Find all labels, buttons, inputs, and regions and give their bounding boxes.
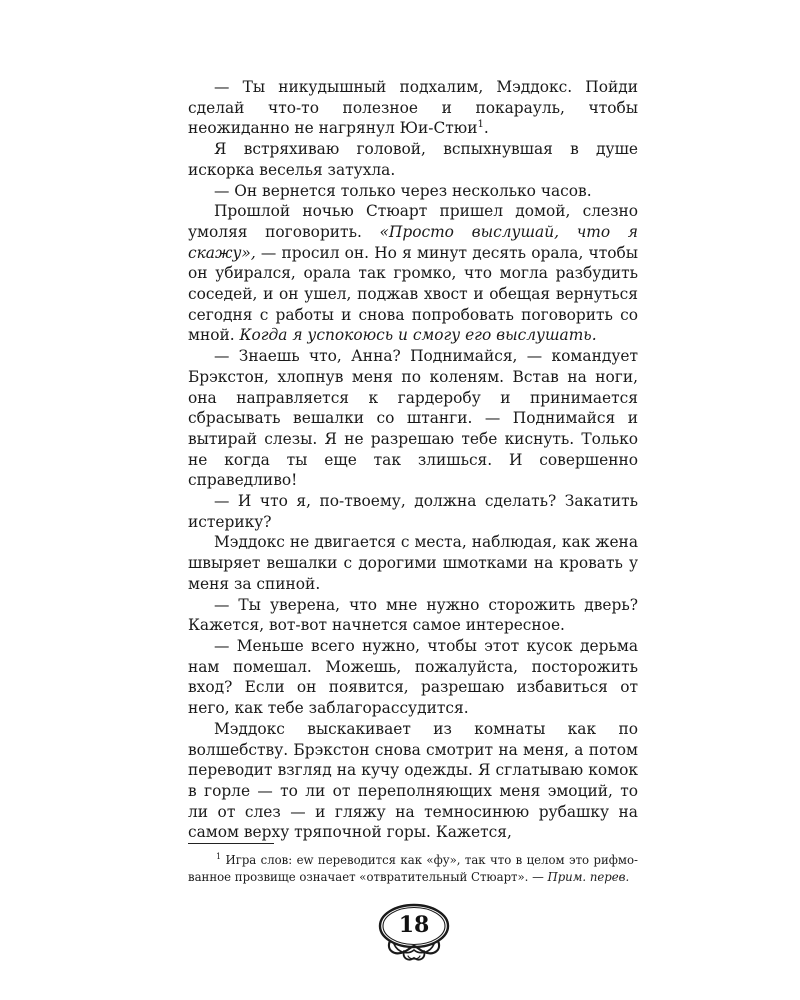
paragraph: — И что я, по-твоему, должна сделать? Закатить истерику? — [188, 492, 638, 531]
paragraph: — Ты никудышный подхалим, Мэддокс. Пойди сделай что-то полезное и покарауль, чтобы неожиданно не нагрянул Юи-Стюи$^1$. — [188, 78, 638, 138]
footnote-text: Игра слов: ew переводится как «фу», так что в целом это рифмованное прозвище означает «отвратительный Стюарт». — — [188, 853, 638, 884]
footnote — [188, 852, 638, 886]
footnote-note: Прим. перев. — [547, 870, 630, 884]
footnote-reference[interactable]: 1 — [477, 119, 484, 131]
page-number: 18 — [398, 912, 430, 938]
paragraph: — Ты уверена, что мне нужно сторожить дверь? Кажется, вот-вот начнется самое интересное. — [188, 595, 638, 635]
paragraph: — Он вернется только через несколько часов. — [214, 181, 592, 200]
paragraph: Прошлой ночью Стюарт пришел домой, слезно умоляя поговорить. «Просто выслушай, что я скажу», — просил он. Но я минут десять орала, чтобы он убирался, орала так громко, что могла разбудить соседей, и он ушел, поджав хвост и обещая вернуться сегодня с работы и снова попробовать поговорить со мной. Когда я успокоюсь и смогу его выслушать. — [188, 202, 638, 345]
italic-quote: «Просто выслушай, что я скажу», — [188, 222, 638, 262]
page-number-badge — [364, 900, 464, 966]
paragraph: Мэддокс не двигается с места, наблюдая, как жена швыряет вешалки с дорогими шмотками на кровать у меня за спиной. — [188, 533, 638, 593]
body-text — [188, 77, 638, 843]
paragraph: — Знаешь что, Анна? Поднимайся, — командует Брэкстон, хлопнув меня по коленям. Встав на ноги, она направляется к гардеробу и принимается сбрасывать вешалки со штанги. — Поднимайся и вытирай слезы. Я не разрешаю тебе киснуть. Только не когда ты еще так злишься. И совершенно справедливо! — [188, 347, 638, 490]
paragraph: Я встряхиваю головой, вспыхнувшая в душе искорка веселья затухла. — [188, 140, 638, 179]
paragraph: — Меньше всего нужно, чтобы этот кусок дерьма нам помешал. Можешь, пожалуйста, посторожить вход? Если он появится, разрешаю избавиться от него, как тебе заблагорассудится. — [188, 636, 638, 718]
footnote-marker: 1 — [216, 852, 222, 862]
footnote-divider — [188, 843, 274, 844]
italic-thought: Когда я успокоюсь и смогу его выслушать. — [239, 326, 597, 345]
paragraph: Мэддокс выскакивает из комнаты как по волшебству. Брэкстон снова смотрит на меня, а потом переводит взгляд на кучу одежды. Я сглатываю комок в горле — то ли от переполняющих меня эмоций, то ли от слез — и гляжу на темносинюю рубашку на самом верху тряпочной горы. Кажется, — [188, 719, 638, 842]
